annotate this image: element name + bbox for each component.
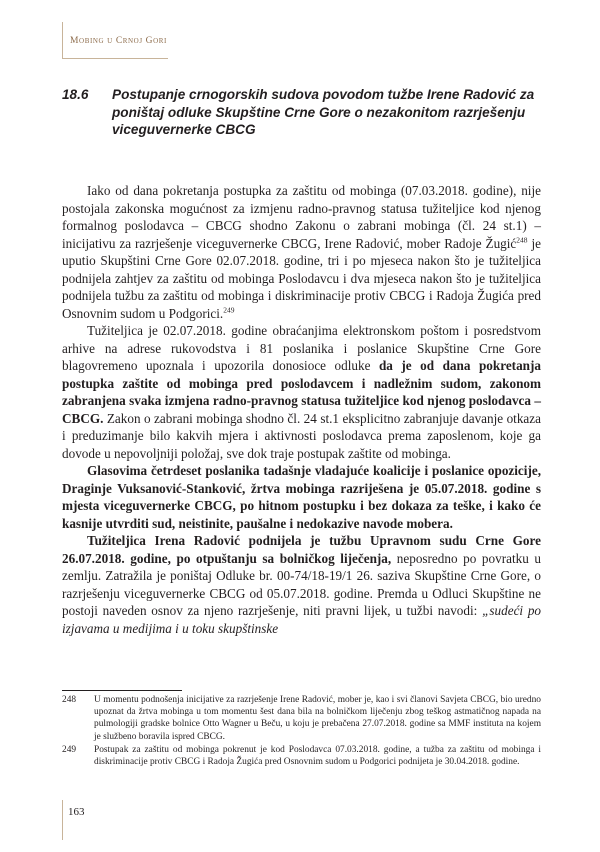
footnote-ref: 249 [223, 305, 235, 315]
italic-text: „sudeći po izjavama u medijima i u toku skupštinske [62, 603, 542, 636]
text-run: Iako od dana pokretanja postupka za zaštitu od mobinga (07.03.2018. godine), nije postojala zakonska mogućnost za izmjenu radno-pravnog statusa tužiteljice kod njenog formalnog poslodavca – CBCG shodno Zakonu o zabrani mobinga (čl. 24 st.1) – inicijativu za razrješenje viceguvernerke CBCG, Irene Radović, mober Radoje Žugić [62, 183, 541, 251]
text-run: Zakon o zabrani mobinga shodno čl. 24 st.1 eksplicitno zabranjuje davanje otkaza i preduzimanje bilo kakvih mjera i aktivnosti poslodavca prema zaposlenom, koje ga dovode u nepovoljniji položaj, sve dok traje postupak zaštite od mobinga. [62, 410, 541, 461]
header-rule-horizontal [62, 58, 168, 59]
bold-text: Glasovima četrdeset poslanika tadašnje vladajuće koalicije i poslanice opozicije, Draginje Vuksanović-Stanković, žrtva mobinga razriješena je 05.07.2018. godine s mjesta viceguvernerke CBCG, po hitnom postupku i bez dokaza za teške, i kako će kasnije utvrditi sud, neistinite, paušalne i nedokazive navode mobera. [62, 463, 541, 531]
footnote-248 [62, 694, 541, 743]
body-paragraph [62, 462, 541, 532]
running-head: Mobing u Crnoj Gori [70, 36, 167, 46]
body-text [62, 182, 541, 637]
body-paragraph [62, 182, 541, 322]
text-run: neposredno po povratku u zemlju. Zatražila je poništaj Odluke br. 00-74/18-19/1 26. saziva Skupštine Crne Gore, o razrješenju viceguvernerke CBCG od 05.07.2018. godine. Premda u Odluci Skupštine ne postoji naveden osnov za njeno razrješenje, niti pravni lijek, u tužbi navodi: [62, 550, 541, 618]
footnote-ref: 248 [516, 235, 528, 245]
page-number-rule [62, 800, 63, 840]
footnotes [62, 694, 541, 769]
body-paragraph [62, 322, 541, 462]
section-heading [62, 86, 542, 139]
bold-text: da je od dana pokretanja postupka zaštite od mobinga pred poslodavcem i nadležnim sudom, zakonom zabranjena svaka izmjena radno-pravnog statusa tužiteljice kod njenog poslodavca – CBCG. [62, 358, 541, 426]
footnote-text: Postupak za zaštitu od mobinga pokrenut je kod Poslodavca 07.03.2018. godine, a tužba za zaštitu od mobinga i diskriminacije protiv CBCG i Radoja Žugića pred Osnovnim sudom u Podgorici podnijeta je 30.04.2018. godine. [94, 744, 541, 768]
text-run: je uputio Skupštini Crne Gore 02.07.2018. godine, tri i po mjeseca nakon što je tužiteljica podnijela zahtjev za zaštitu od mobinga Poslodavcu i dva mjeseca nakon što je tužiteljica podnijela tužbu za zaštitu od mobinga i diskriminacije protiv CBCG i Radoja Žugića pred Osnovnim sudom u Podgorici. [62, 235, 541, 321]
header-rule-vertical [62, 22, 63, 58]
footnote-number: 248 [62, 695, 77, 705]
footnote-number: 249 [62, 744, 77, 755]
page-number: 163 [68, 806, 85, 818]
body-paragraph [62, 532, 541, 637]
bold-text: Tužiteljica Irena Radović podnijela je tužbu Upravnom sudu Crne Gore 26.07.2018. godine, po otpuštanju sa bolničkog liječenja, [62, 533, 541, 566]
text-run: Tužiteljica je 02.07.2018. godine obraćanjima elektronskom poštom i posredstvom arhive na adrese rukovodstva i 81 poslanika i poslanice Skupštine Crne Gore blagovremeno upoznala i upozorila donosioce odluke [62, 323, 541, 373]
section-number: 18.6 [62, 87, 89, 102]
footnote-text: U momentu podnošenja inicijative za razrješenje Irene Radović, mober je, kao i svi članovi Savjeta CBCG, bio uredno upoznat da žrtva mobinga u tom momentu šest dana bila na bolničkom liječenju zbog teškog astmatičnog napada na pulmologiji gradske bolnice Otto Wagner u Beču, u koju je prebačena 27.07.2018. godine sa MMF instituta na kojem je službeno boravila ispred CBCG. [94, 695, 541, 742]
footnote-divider [62, 690, 182, 691]
section-title: Postupanje crnogorskih sudova povodom tužbe Irene Radović za poništaj odluke Skupštine Crne Gore o nezakonitom razrješenju viceguvernerke CBCG [112, 87, 535, 137]
footnote-249 [62, 744, 541, 768]
